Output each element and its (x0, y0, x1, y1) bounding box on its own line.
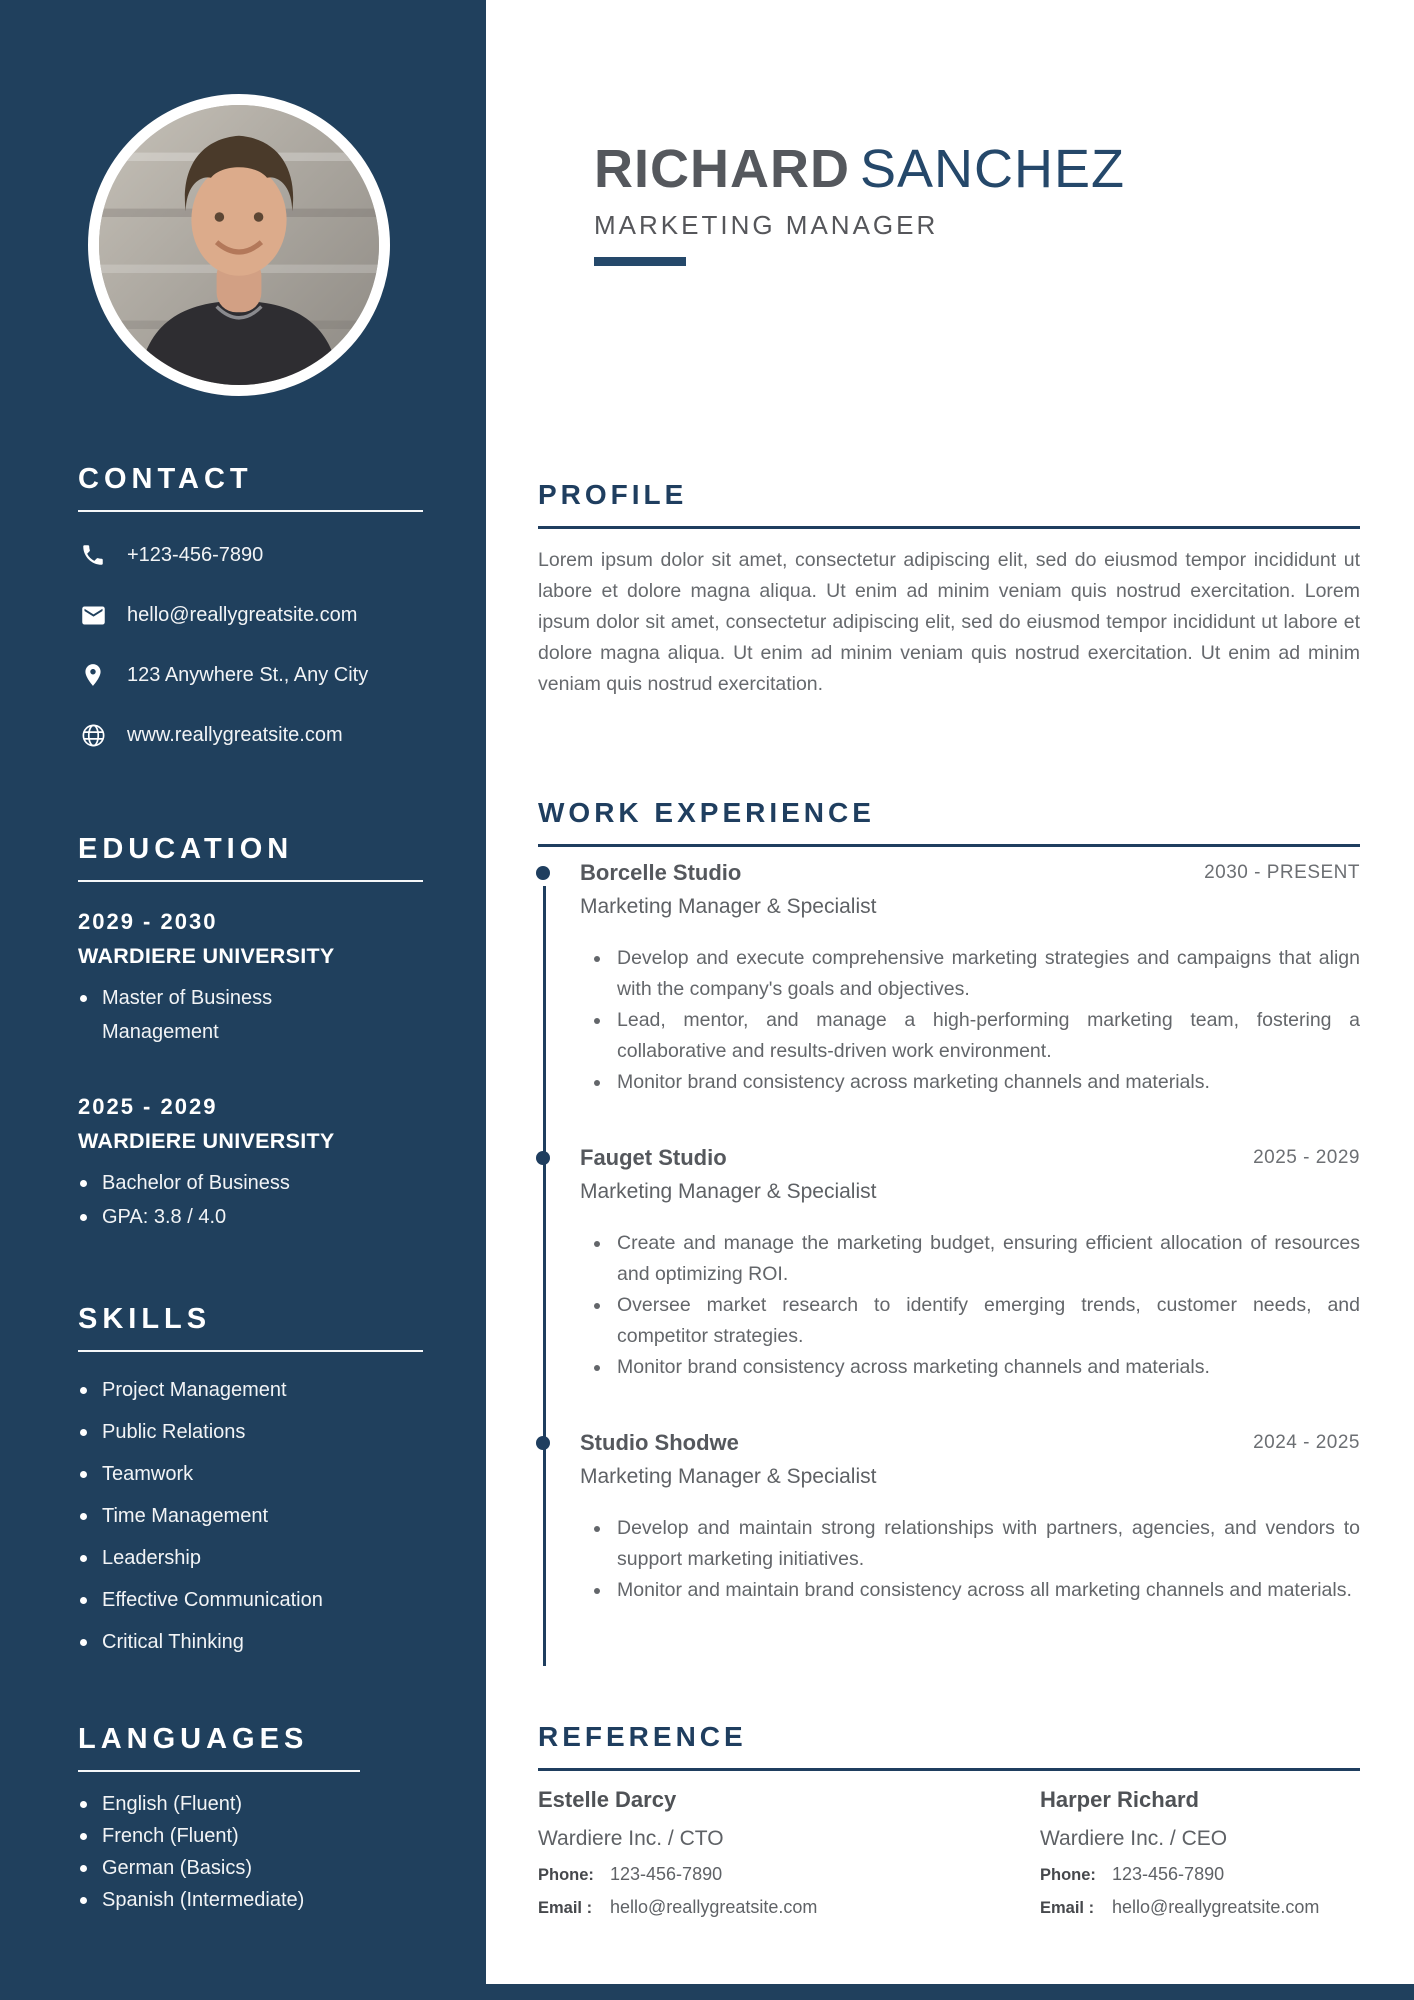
sidebar (0, 0, 486, 2000)
skills-heading: SKILLS (78, 1303, 212, 1335)
job-bullet-list (580, 1513, 1360, 1606)
website-url: www.reallygreatsite.com (127, 723, 343, 746)
reference-position: Wardiere Inc. / CTO (538, 1827, 724, 1850)
education-school: WARDIERE UNIVERSITY (78, 944, 335, 968)
email-label: Email : (538, 1899, 593, 1917)
job-role: Marketing Manager & Specialist (580, 1180, 877, 1203)
job-bullet-list (580, 1228, 1360, 1383)
job-role: Marketing Manager & Specialist (580, 1465, 877, 1488)
portrait-placeholder-image (99, 105, 379, 385)
reference-name: Estelle Darcy (538, 1787, 677, 1812)
reference-phone: 123-456-7890 (610, 1864, 723, 1884)
email-address: hello@reallygreatsite.com (127, 603, 358, 626)
reference-phone: 123-456-7890 (1112, 1864, 1225, 1884)
education-section (78, 832, 450, 1234)
name-header (594, 138, 1125, 266)
profile-heading: PROFILE (538, 479, 688, 510)
job-bullet: Monitor brand consistency across marketing channels and materials. (617, 1352, 1360, 1383)
education-divider (78, 880, 423, 882)
education-degree-list (78, 981, 450, 1049)
skills-list (78, 1376, 450, 1656)
street-address: 123 Anywhere St., Any City (127, 663, 369, 686)
phone-number: +123-456-7890 (127, 543, 264, 566)
reference-divider (538, 1768, 1360, 1771)
languages-list (78, 1790, 450, 1914)
education-degree: Master of Business Management (78, 981, 322, 1049)
reference-heading: REFERENCE (538, 1721, 747, 1752)
contact-section (78, 462, 450, 780)
contact-item-website (78, 720, 450, 750)
job-dates: 2025 - 2029 (1253, 1147, 1360, 1168)
contact-item-address (78, 660, 450, 690)
languages-heading: LANGUAGES (78, 1723, 309, 1755)
languages-divider (78, 1770, 360, 1772)
education-heading: EDUCATION (78, 833, 294, 865)
job-bullet: Develop and maintain strong relationships with partners, agencies, and vendors to support marketing initiatives. (617, 1513, 1360, 1575)
footer-accent-bar (0, 1984, 1414, 2000)
reference-entry (1040, 1785, 1360, 1921)
reference-email-row (1040, 1894, 1360, 1921)
work-timeline (538, 859, 1360, 1606)
reference-position: Wardiere Inc. / CEO (1040, 1827, 1228, 1850)
job-company: Borcelle Studio (580, 860, 742, 885)
reference-email-row (538, 1894, 1040, 1921)
education-entry (78, 908, 450, 1049)
job-header (580, 859, 1360, 887)
job-entry (580, 1144, 1360, 1383)
profile-summary: Lorem ipsum dolor sit amet, consectetur adipiscing elit, sed do eiusmod tempor incididunt ut labore et dolore magna aliqua. Ut enim ad minim veniam quis nostrud exercitation. Lorem ipsum dolor sit amet, consectetur adipiscing elit, sed do eiusmod tempor incididunt ut labore et dolore magna aliqua. Ut enim ad minim veniam quis nostrud exercitation. Ut enim ad minim veniam quis nostrud exercitation. (538, 549, 1360, 695)
job-dates: 2024 - 2025 (1253, 1432, 1360, 1453)
education-school: WARDIERE UNIVERSITY (78, 1129, 335, 1153)
job-bullet: Lead, mentor, and manage a high-performing marketing team, fostering a collaborative and results-driven work environment. (617, 1005, 1360, 1067)
job-bullet-list (580, 943, 1360, 1098)
email-label: Email : (1040, 1899, 1095, 1917)
globe-icon (78, 720, 108, 750)
language-item: German (Basics) (78, 1854, 442, 1882)
contact-heading: CONTACT (78, 463, 253, 495)
job-bullet: Develop and execute comprehensive marketing strategies and campaigns that align with the company's goals and objectives. (617, 943, 1360, 1005)
languages-section (78, 1722, 450, 1918)
job-dates: 2030 - PRESENT (1204, 862, 1360, 883)
skill-item: Time Management (78, 1502, 442, 1530)
contact-divider (78, 510, 423, 512)
profile-divider (538, 526, 1360, 529)
language-item: English (Fluent) (78, 1790, 442, 1818)
contact-item-phone (78, 540, 450, 570)
work-experience-heading: WORK EXPERIENCE (538, 797, 875, 828)
job-bullet: Monitor and maintain brand consistency across all marketing channels and materials. (617, 1575, 1360, 1606)
education-period: 2029 - 2030 (78, 909, 218, 934)
skill-item: Critical Thinking (78, 1628, 442, 1656)
phone-label: Phone: (538, 1866, 594, 1884)
last-name: SANCHEZ (860, 139, 1126, 199)
job-company: Studio Shodwe (580, 1430, 739, 1455)
work-experience-section (538, 796, 1360, 1606)
skills-section (78, 1302, 450, 1670)
location-icon (78, 660, 108, 690)
profile-photo (88, 94, 390, 396)
contact-item-email (78, 600, 450, 630)
skill-item: Effective Communication (78, 1586, 442, 1614)
job-entry (580, 859, 1360, 1098)
skill-item: Teamwork (78, 1460, 442, 1488)
skill-item: Project Management (78, 1376, 442, 1404)
job-bullet: Create and manage the marketing budget, ensuring efficient allocation of resources and optimizing ROI. (617, 1228, 1360, 1290)
reference-grid (538, 1785, 1360, 1921)
job-role: Marketing Manager & Specialist (580, 895, 877, 918)
language-item: French (Fluent) (78, 1822, 442, 1850)
reference-section (538, 1720, 1360, 1921)
reference-contact-rows (1040, 1861, 1360, 1921)
phone-label: Phone: (1040, 1866, 1096, 1884)
skills-divider (78, 1350, 423, 1352)
language-item: Spanish (Intermediate) (78, 1886, 442, 1914)
reference-phone-row (1040, 1861, 1360, 1888)
skill-item: Public Relations (78, 1418, 442, 1446)
phone-icon (78, 540, 108, 570)
education-entry (78, 1093, 450, 1234)
job-company: Fauget Studio (580, 1145, 727, 1170)
reference-name: Harper Richard (1040, 1787, 1199, 1812)
education-gpa: GPA: 3.8 / 4.0 (78, 1200, 322, 1234)
profile-section (538, 478, 1360, 720)
reference-email: hello@reallygreatsite.com (610, 1897, 818, 1917)
reference-entry (538, 1785, 1040, 1921)
education-degree-list (78, 1166, 450, 1234)
reference-contact-rows (538, 1861, 1040, 1921)
education-degree: Bachelor of Business (78, 1166, 322, 1200)
email-icon (78, 600, 108, 630)
education-period: 2025 - 2029 (78, 1094, 218, 1119)
title-underline-bar (594, 257, 686, 266)
first-name: RICHARD (594, 139, 850, 199)
job-title: MARKETING MANAGER (594, 210, 939, 240)
work-experience-divider (538, 844, 1360, 847)
reference-email: hello@reallygreatsite.com (1112, 1897, 1320, 1917)
reference-phone-row (538, 1861, 1040, 1888)
person-name (594, 138, 1125, 200)
skill-item: Leadership (78, 1544, 442, 1572)
job-header (580, 1144, 1360, 1172)
job-entry (580, 1429, 1360, 1606)
job-bullet: Monitor brand consistency across marketing channels and materials. (617, 1067, 1360, 1098)
job-bullet: Oversee market research to identify emerging trends, customer needs, and competitor strategies. (617, 1290, 1360, 1352)
contact-list (78, 540, 450, 750)
job-header (580, 1429, 1360, 1457)
